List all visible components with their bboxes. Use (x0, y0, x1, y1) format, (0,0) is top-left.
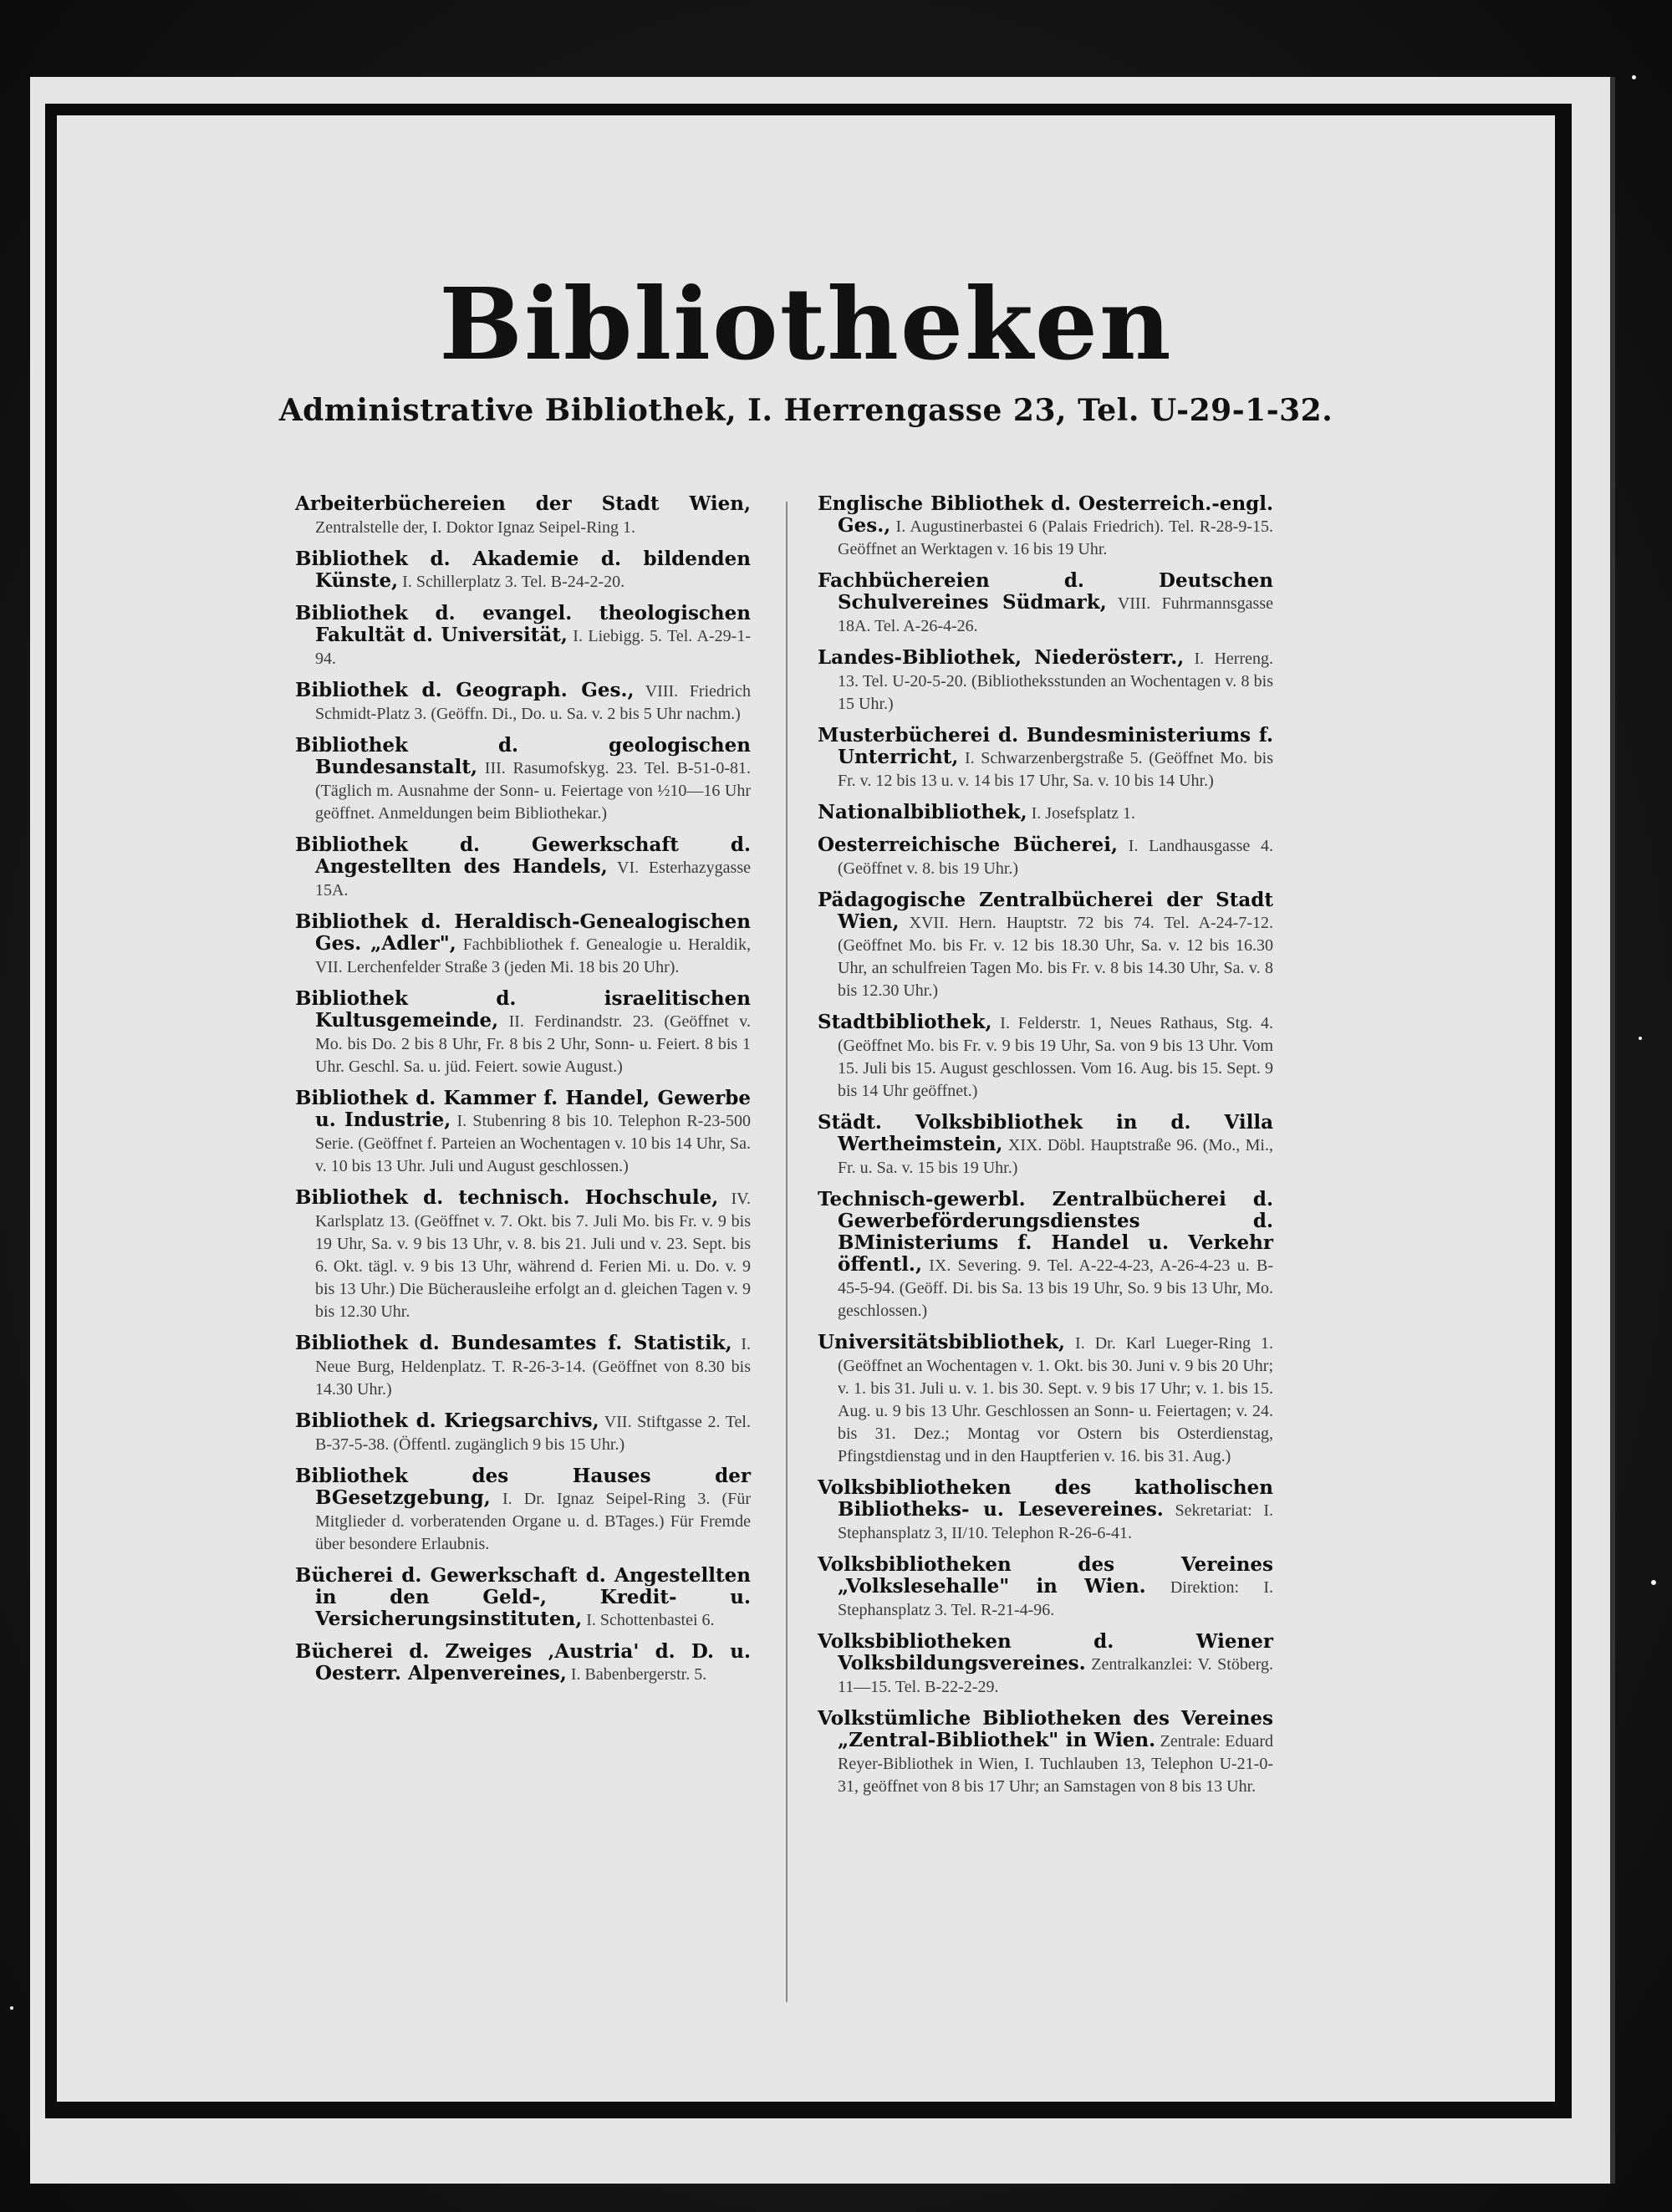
library-details: XIX. Döbl. Hauptstraße 96. (Mo., Mi., Fr. u. Sa. v. 15 bis 19 Uhr.) (838, 1136, 1273, 1177)
library-details: Direktion: I. Stephansplatz 3. Tel. R-21-4-96. (838, 1578, 1273, 1619)
library-details: I. Felderstr. 1, Neues Rathaus, Stg. 4. (Geöffnet Mo. bis Fr. v. 9 bis 19 Uhr, Sa. von 9 bis 13 Uhr. Vom 15. Juli bis 15. August geschlossen. Vom 16. Aug. bis 15. Sept. 9 bis 14 Uhr geöffnet.) (838, 1014, 1273, 1100)
library-entry (295, 834, 751, 901)
library-details: Fachbibliothek f. Genealogie u. Heraldik, VII. Lerchenfelder Straße 3 (jeden Mi. 18 bis 20 Uhr). (315, 935, 751, 976)
library-details: I. Josefsplatz 1. (1027, 804, 1136, 823)
column-divider (786, 502, 788, 2002)
left-column (295, 493, 751, 1695)
library-name: Technisch-gewerbl. Zentralbücherei d. Gewerbeförderungsdienstes d. BMinisteriums f. Handel u. Verkehr öffentl., (818, 1188, 1273, 1276)
library-name: Fachbüchereien d. Deutschen Schulvereines Südmark, (818, 569, 1273, 614)
library-name: Stadtbibliothek, (818, 1011, 992, 1033)
library-entry (295, 493, 751, 538)
library-entry (295, 1641, 751, 1685)
dust-speck (1639, 1037, 1642, 1040)
library-entry (295, 1333, 751, 1400)
library-entry (295, 1187, 751, 1323)
library-details: IV. Karlsplatz 13. (Geöffnet v. 7. Okt. bis 7. Juli Mo. bis Fr. v. 9 bis 19 Uhr, Sa. v. 9 bis 13 Uhr, v. 8. bis 21. Juli und v. 23. Sept. bis 6. Okt. tägl. v. 9 bis 13 Uhr, während d. Ferien Mi. u. Do. v. 9 bis 13 Uhr.) Die Bücherausleihe erfolgt an d. gleichen Tagen v. 9 bis 12.30 Uhr. (315, 1190, 751, 1321)
library-entry (295, 735, 751, 824)
library-details: Sekretariat: I. Stephansplatz 3, II/10. Telephon R-26-6-41. (838, 1501, 1273, 1542)
library-entry (818, 802, 1273, 824)
library-details: VI. Esterhazygasse 15A. (315, 859, 751, 900)
library-name: Städt. Volksbibliothek in d. Villa Wertheimstein, (818, 1111, 1273, 1155)
library-entry (295, 1410, 751, 1455)
library-name: Oesterreichische Bücherei, (818, 833, 1119, 856)
library-name: Musterbücherei d. Bundesministeriums f. Unterricht, (818, 724, 1273, 768)
library-details: I. Schwarzenbergstraße 5. (Geöffnet Mo. bis Fr. v. 12 bis 13 u. v. 14 bis 17 Uhr, Sa. v. 10 bis 14 Uhr.) (838, 749, 1273, 790)
paper-sheet (30, 77, 1615, 2184)
library-details: I. Stubenring 8 bis 10. Telephon R-23-500 Serie. (Geöffnet f. Parteien an Wochentagen v. 10 bis 14 Uhr, Sa. v. 10 bis 13 Uhr. Juli und August geschlossen.) (315, 1112, 752, 1175)
library-name: Volksbibliotheken des Vereines „Volkslesehalle" in Wien. (818, 1553, 1273, 1598)
library-name: Nationalbibliothek, (818, 801, 1027, 823)
library-entry (818, 493, 1273, 560)
page-subtitle: Administrative Bibliothek, I. Herrengasse 23, Tel. U-29-1-32. (278, 393, 1333, 428)
library-details: I. Dr. Ignaz Seipel-Ring 3. (Für Mitglieder d. vorberatenden Organe u. d. BTages.) Für Fremde über besondere Erlaubnis. (315, 1490, 751, 1553)
page-border (45, 104, 1572, 2118)
library-details: VII. Stiftgasse 2. Tel. B-37-5-38. (Öffentl. zugänglich 9 bis 15 Uhr.) (315, 1413, 751, 1454)
library-entry (295, 988, 751, 1078)
library-entry (818, 1012, 1273, 1102)
dust-speck (1651, 1580, 1656, 1585)
dust-speck (10, 2006, 13, 2010)
library-name: Volkstümliche Bibliotheken des Vereines „Zentral-Bibliothek" in Wien. (818, 1707, 1273, 1751)
page-title: Bibliotheken (439, 266, 1173, 382)
library-name: Bibliothek d. technisch. Hochschule, (295, 1186, 719, 1209)
library-entry (818, 834, 1273, 879)
library-details: I. Schottenbastei 6. (582, 1611, 715, 1629)
library-entry (295, 548, 751, 593)
library-name: Bibliothek d. Akademie d. bildenden Künste, (295, 548, 751, 592)
library-entry (818, 1631, 1273, 1698)
library-entry (818, 1477, 1273, 1544)
library-name: Bibliothek d. Kriegsarchivs, (295, 1409, 599, 1432)
library-details: I. Schillerplatz 3. Tel. B-24-2-20. (398, 573, 625, 591)
library-name: Arbeiterbüchereien der Stadt Wien, (295, 492, 751, 515)
library-details: II. Ferdinandstr. 23. (Geöffnet v. Mo. bis Do. 2 bis 8 Uhr, Fr. 8 bis 2 Uhr, Sonn- u. Feiert. 8 bis 1 Uhr. Geschl. Sa. u. jüd. Feiert. sowie August.) (315, 1012, 751, 1076)
library-entry (295, 680, 751, 725)
library-entry (818, 1112, 1273, 1179)
library-details: I. Landhausgasse 4. (Geöffnet v. 8. bis 19 Uhr.) (838, 837, 1274, 878)
library-entry (818, 1554, 1273, 1621)
library-entry (818, 1332, 1273, 1467)
library-name: Bücherei d. Zweiges ‚Austria' d. D. u. Oesterr. Alpenvereines, (295, 1640, 751, 1684)
library-entry (818, 647, 1273, 715)
library-name: Englische Bibliothek d. Oesterreich.-engl. Ges., (818, 492, 1273, 537)
library-entry (295, 1088, 751, 1177)
library-name: Bibliothek d. Geograph. Ges., (295, 679, 635, 701)
library-name: Volksbibliotheken d. Wiener Volksbildungsvereines. (818, 1630, 1273, 1674)
library-name: Pädagogische Zentralbücherei der Stadt Wien, (818, 889, 1273, 933)
library-name: Bibliothek d. Kammer f. Handel, Gewerbe u. Industrie, (295, 1087, 751, 1131)
library-name: Bibliothek d. geologischen Bundesanstalt, (295, 734, 751, 778)
library-details: I. Herreng. 13. Tel. U-20-5-20. (Bibliotheksstunden an Wochentagen v. 8 bis 15 Uhr.) (838, 650, 1273, 713)
library-entry (295, 603, 751, 670)
library-details: I. Babenbergerstr. 5. (566, 1665, 707, 1684)
library-details: Zentralkanzlei: V. Stöberg. 11—15. Tel. B-22-2-29. (838, 1655, 1273, 1696)
library-details: I. Dr. Karl Lueger-Ring 1. (Geöffnet an Wochentagen v. 1. Okt. bis 30. Juni v. 9 bis 20 Uhr; v. 1. bis 31. Juli u. v. 1. bis 30. Sept. v. 9 bis 17 Uhr; v. 1. bis 15. Aug. u. 9 bis 13 Uhr. Geschlossen an Sonn- u. Feiertagen; v. 24. bis 31. Dez.; Montag vor Ostern bis Osterdienstag, Pfingstdienstag und in den Hauptferien v. 16. bis 31. Aug.) (838, 1334, 1273, 1465)
library-details: VIII. Friedrich Schmidt-Platz 3. (Geöffn. Di., Do. u. Sa. v. 2 bis 5 Uhr nachm.) (315, 682, 752, 723)
library-entry (295, 1465, 751, 1555)
library-details: Zentralstelle der, I. Doktor Ignaz Seipel-Ring 1. (315, 518, 635, 537)
library-details: VIII. Fuhrmannsgasse 18A. Tel. A-26-4-26. (838, 594, 1273, 635)
library-details: Zentrale: Eduard Reyer-Bibliothek in Wien, I. Tuchlauben 13, Telephon U-21-0-31, geöffnet von 8 bis 17 Uhr; an Samstagen von 8 bis 13 Uhr. (838, 1732, 1273, 1796)
library-name: Bibliothek d. evangel. theologischen Fakultät d. Universität, (295, 602, 751, 646)
library-name: Bibliothek d. israelitischen Kultusgemeinde, (295, 987, 751, 1032)
library-name: Landes-Bibliothek, Niederösterr., (818, 646, 1185, 669)
library-entry (818, 889, 1273, 1002)
dust-speck (1632, 75, 1636, 79)
library-details: I. Liebigg. 5. Tel. A-29-1-94. (315, 627, 751, 668)
library-details: III. Rasumofskyg. 23. Tel. B-51-0-81. (Täglich m. Ausnahme der Sonn- u. Feiertage von ½10—16 Uhr geöffnet. Anmeldungen beim Bibliothekar.) (315, 759, 751, 823)
library-name: Universitätsbibliothek, (818, 1331, 1066, 1353)
library-name: Bibliothek d. Bundesamtes f. Statistik, (295, 1332, 732, 1354)
library-name: Bibliothek d. Heraldisch-Genealogischen Ges. „Adler", (295, 910, 751, 955)
library-entry (818, 570, 1273, 637)
library-entry (295, 1565, 751, 1631)
library-entry (295, 911, 751, 978)
library-details: IX. Severing. 9. Tel. A-22-4-23, A-26-4-23 u. B-45-5-94. (Geöff. Di. bis Sa. 13 bis 19 Uhr, So. 9 bis 13 Uhr, Mo. geschlossen.) (838, 1256, 1273, 1320)
library-entry (818, 1708, 1273, 1797)
library-name: Bibliothek des Hauses der BGesetzgebung, (295, 1465, 751, 1509)
library-details: XVII. Hern. Hauptstr. 72 bis 74. Tel. A-24-7-12. (Geöffnet Mo. bis Fr. v. 12 bis 18.30 Uhr, Sa. v. 12 bis 16.30 Uhr, an schulfreien Tagen Mo. bis Fr. v. 8 bis 14.30 Uhr, Sa. v. 8 bis 12.30 Uhr.) (838, 914, 1273, 1000)
library-name: Bibliothek d. Gewerkschaft d. Angestellten des Handels, (295, 833, 751, 878)
library-details: I. Augustinerbastei 6 (Palais Friedrich). Tel. R-28-9-15. Geöffnet an Werktagen v. 16 bis 19 Uhr. (838, 517, 1273, 558)
library-name: Volksbibliotheken des katholischen Bibliotheks- u. Lesevereines. (818, 1476, 1273, 1521)
library-details: I. Neue Burg, Heldenplatz. T. R-26-3-14. (Geöffnet von 8.30 bis 14.30 Uhr.) (315, 1335, 751, 1399)
right-column (818, 493, 1273, 1807)
library-name: Bücherei d. Gewerkschaft d. Angestellten in den Geld-, Kredit- u. Versicherungsinstituten, (295, 1564, 751, 1630)
library-entry (818, 725, 1273, 792)
library-entry (818, 1189, 1273, 1322)
